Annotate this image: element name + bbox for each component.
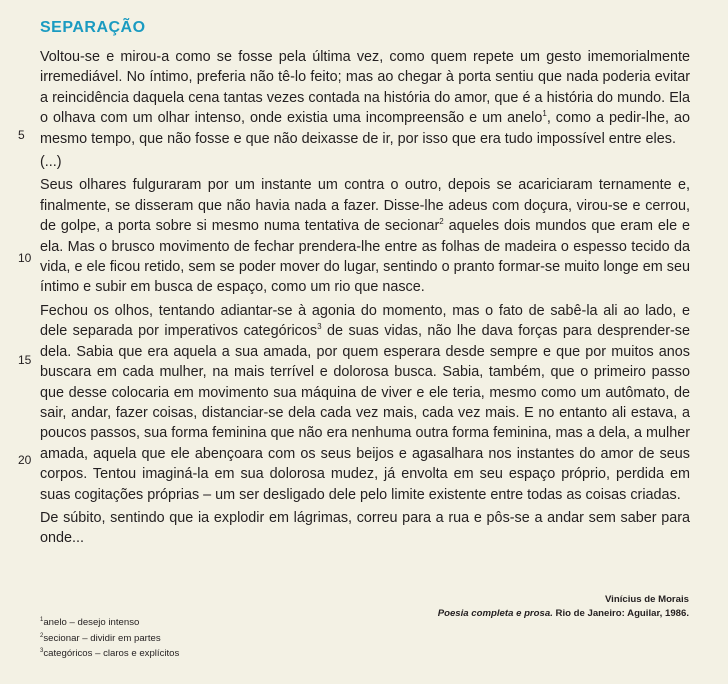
source-book [438,607,689,621]
paragraph-3-tail: de suas vidas, não lhe dava forças para desprender-se dela. Sabia que era aquela a sua amada, por quem esperara desde sempre e que por muitos anos buscara em cada mulher, na mais terrível e dolorosa busca. Sabia, também, que o primeiro passo que desse colocaria em movimento sua máquina de viver e ele teria, mesmo como um autômato, de sair, andar, fazer coisas, distanciar-se dela cada vez mais, cada vez mais. E no entanto ali estava, a poucos passos, sua forma feminina que não era nenhuma outra forma feminina, mas a dela, a mulher amada, aquela que ele abençoara com os seus beijos e agasalhara nos instantes do amor de seus corpos. Tentou imaginá-la em sua dolorosa mudez, já envolta em seu espaço próprio, perdida em suas cogitações próprias – um ser desligado dele pelo limite existente entre todas as coisas criadas. [40,323,690,503]
line-number-20: 20 [18,453,32,467]
paragraph-1-tail: , como a pedir-lhe, ao mesmo tempo, que não fosse e que não deixasse de ir, por isso que era tudo impossível entre eles. [40,110,690,147]
footnotes [40,615,179,662]
source-citation [438,593,689,621]
source-book-title: Poesia completa e prosa. [437,608,553,619]
page-title: SEPARAÇÃO [40,19,146,36]
footnote-2-text: secionar – dividir em partes [43,632,161,644]
footnote-1-mark: 1 [40,616,44,623]
paragraph-2-text: Seus olhares fulguraram por um instante um contra o outro, depois se acariciaram ternamente e, finalmente, se disseram que não havia nada a fazer. Disse-lhe adeus com doçura, virou-se e cerrou, de golpe, a porta sobre si mesmo numa tentativa de secionar [40,177,690,235]
paragraph-3-text: Fechou os olhos, tentando adiantar-se à agonia do momento, mas o fato de sabê-la ali ao lado, e dele separada por imperativos categóricos [40,302,690,340]
footnote-mark-1: 1 [542,109,547,119]
ellipsis: (...) [40,154,62,171]
footnote-3-mark: 3 [40,647,44,654]
footnote-mark-3: 3 [317,322,322,332]
footnote-3-text: categóricos – claros e explícitos [43,648,180,659]
paragraph-3 [40,301,690,505]
paragraph-1-text: Voltou-se e mirou-a como se fosse pela última vez, como quem repete um gesto imemorialmente irremediável. No íntimo, preferia não tê-lo feito; mas ao chegar à porta sentiu que nada poderia evitar a reincidência daquela cena tantas vezes contada na história do amor, que é a história do mundo. Ela o olhava com um olhar intenso, onde existia uma incompreensão e um anelo [40,49,690,127]
line-number-10: 10 [18,251,32,265]
paragraph-2-tail: aqueles dois mundos que eram ele e ela. Mas o brusco movimento de fechar prendera-lhe entre as folhas de madeira o espesso tecido da vida, e ele ficou retido, sem se poder mover do lugar, sentindo o pranto formar-se muito longe em seu íntimo e subir em busca de espaço, como um rio que nasce. [40,218,690,296]
footnote-2 [40,631,179,647]
paragraph-2 [40,175,690,297]
story-text [40,47,690,552]
paragraph-1 [40,47,690,149]
source-author: Vinícius de Morais [604,594,689,605]
line-number-5: 5 [18,128,25,142]
footnote-1 [40,615,179,631]
footnote-3 [40,646,179,662]
footnote-1-text: anelo – desejo intenso [43,617,140,628]
source-book-details: Rio de Janeiro: Aguilar, 1986. [552,608,689,619]
line-number-15: 15 [18,353,32,367]
footnote-mark-2: 2 [439,217,444,227]
footnote-2-mark: 2 [40,632,44,639]
paragraph-4: De súbito, sentindo que ia explodir em lágrimas, correu para a rua e pôs-se a andar sem saber para onde... [40,509,690,547]
